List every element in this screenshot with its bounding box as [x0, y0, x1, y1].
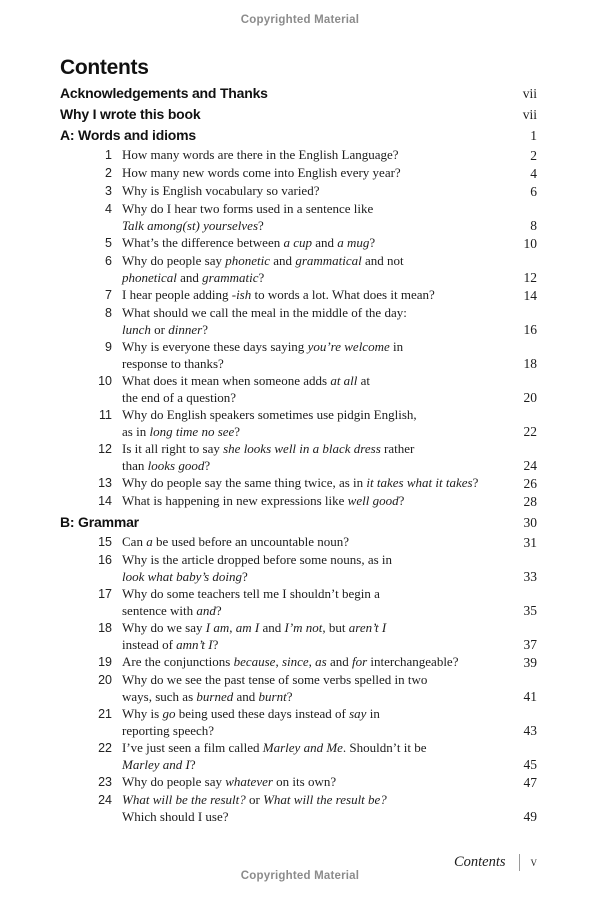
- entry-text-roman: Why do I hear two forms used in a sentence like: [122, 201, 374, 216]
- entry-text: [122, 474, 493, 492]
- entry-page-number: 6: [530, 184, 537, 199]
- entry-number: 13: [98, 476, 112, 490]
- entry-text-line: [122, 304, 493, 321]
- page-title: Contents: [60, 56, 149, 79]
- entry-text-italic: as: [315, 654, 327, 669]
- entry-text-line: [122, 688, 493, 705]
- toc-entry: [60, 182, 537, 200]
- entry-text-line: [122, 200, 493, 217]
- entry-text-italic: it takes what it takes: [366, 475, 473, 490]
- entry-text-italic: grammatical: [295, 253, 362, 268]
- entry-text-italic: since: [281, 654, 309, 669]
- entry-text: [122, 619, 493, 653]
- toc-page-content: [60, 56, 537, 825]
- entry-text-roman: What’s the difference between: [122, 235, 284, 250]
- toc-entry: [60, 671, 537, 705]
- entry-text-roman: ?: [215, 603, 222, 618]
- entry-number: 17: [98, 587, 112, 601]
- entry-text-roman: at: [357, 373, 371, 388]
- entry-page-number: 2: [530, 148, 537, 163]
- toc-section-heading: [60, 85, 537, 102]
- entry-text-line: [122, 269, 493, 286]
- entry-text-roman: in: [366, 706, 380, 721]
- toc-entry: [60, 474, 537, 492]
- entry-number: 2: [105, 166, 112, 180]
- entry-page-number: 22: [523, 424, 537, 439]
- entry-text-roman: be used before an uncountable noun?: [152, 534, 350, 549]
- entry-number: 24: [98, 793, 112, 807]
- entry-text-roman: , but: [322, 620, 349, 635]
- toc-section-heading: [60, 106, 537, 123]
- section-heading-label: Why I wrote this book: [60, 106, 201, 122]
- toc-entry: [60, 200, 537, 234]
- entry-text-italic: because: [233, 654, 276, 669]
- entry-text: [122, 200, 493, 234]
- entry-text: [122, 773, 493, 791]
- entry-text-line: [122, 551, 493, 568]
- entry-text-line: [122, 234, 493, 251]
- toc-entry: [60, 739, 537, 773]
- toc-entry: [60, 492, 537, 510]
- entry-text-roman: and: [176, 270, 203, 285]
- entry-text-roman: the end of a question?: [122, 390, 237, 405]
- entry-text-roman: ,: [308, 654, 316, 669]
- entry-text: [122, 440, 493, 474]
- entry-text: [122, 705, 493, 739]
- entry-text-italic: am I: [235, 620, 260, 635]
- entry-number: 11: [99, 408, 112, 422]
- footer-page-number: v: [530, 854, 537, 869]
- entry-number: 15: [98, 535, 112, 549]
- entry-text-roman: and: [270, 253, 296, 268]
- entry-number: 8: [105, 306, 112, 320]
- entry-text-line: [122, 321, 493, 338]
- section-heading-label: A: Words and idioms: [60, 127, 196, 143]
- entry-text-roman: Why is the article dropped before some nouns, as in: [122, 552, 393, 567]
- entry-page-number: 31: [523, 535, 537, 550]
- entry-page-number: 20: [523, 390, 537, 405]
- entry-text-italic: burnt: [258, 689, 287, 704]
- entry-text-roman: instead of: [122, 637, 177, 652]
- entry-text-line: [122, 355, 493, 372]
- entry-page-number: 49: [523, 809, 537, 824]
- entry-text-roman: Why is everyone these days saying: [122, 339, 308, 354]
- entry-text-roman: ?: [202, 322, 208, 337]
- entry-page-number: 33: [523, 569, 537, 584]
- entry-text-line: [122, 457, 493, 474]
- entry-text-roman: ,: [275, 654, 282, 669]
- entry-text-roman: ?: [472, 475, 479, 490]
- entry-text-roman: . Shouldn’t it be: [342, 740, 427, 755]
- toc-entry: [60, 533, 537, 551]
- entry-text-italic: say: [349, 706, 367, 721]
- entry-text: [122, 406, 493, 440]
- entry-text-italic: I am: [205, 620, 230, 635]
- entry-text-line: [122, 440, 493, 457]
- entry-text-italic: aren’t I: [348, 620, 387, 635]
- entry-text-line: [122, 217, 493, 234]
- entry-text-line: [122, 286, 493, 303]
- entry-text-roman: ?: [242, 569, 248, 584]
- entry-text-line: [122, 338, 493, 355]
- entry-text-italic: phonetic: [225, 253, 271, 268]
- entry-text-line: [122, 739, 493, 756]
- entry-page-number: 37: [523, 637, 537, 652]
- entry-text-roman: Why is: [122, 706, 163, 721]
- entry-text: [122, 671, 493, 705]
- entry-text: [122, 492, 493, 510]
- entry-text-roman: than: [122, 458, 148, 473]
- entry-text-line: [122, 602, 493, 619]
- entry-text-italic: whatever: [225, 774, 273, 789]
- entry-text-italic: amn’t I: [176, 637, 213, 652]
- copyright-banner-top: Copyrighted Material: [240, 14, 360, 26]
- entry-text-italic: looks good: [147, 458, 205, 473]
- entry-page-number: 35: [523, 603, 537, 618]
- entry-text-italic: What will the result be?: [263, 792, 387, 807]
- entry-text-roman: How many new words come into English every year?: [122, 165, 401, 180]
- entry-text-italic: I’m not: [284, 620, 323, 635]
- toc-entry: [60, 338, 537, 372]
- entry-text-roman: ?: [234, 424, 241, 439]
- entry-text-italic: What will be the result?: [122, 792, 246, 807]
- toc-entry: [60, 773, 537, 791]
- entry-text-roman: or: [150, 322, 169, 337]
- entry-text-roman: Why do we see the past tense of some verbs spelled in two: [122, 672, 428, 687]
- section-page-number: 1: [530, 128, 537, 143]
- entry-page-number: 43: [523, 723, 537, 738]
- toc-entry: [60, 164, 537, 182]
- entry-text: [122, 739, 493, 773]
- entry-text-roman: ?: [204, 458, 211, 473]
- entry-text: [122, 252, 493, 286]
- entry-text-line: [122, 533, 493, 550]
- entry-number: 14: [98, 494, 112, 508]
- entry-text-roman: How many words are there in the English Language?: [122, 147, 399, 162]
- entry-page-number: 16: [523, 322, 537, 337]
- entry-text-roman: ?: [258, 270, 265, 285]
- entry-text-roman: and: [233, 689, 259, 704]
- entry-text-roman: Is it all right to say: [122, 441, 224, 456]
- entry-text-roman: being used these days instead of: [175, 706, 350, 721]
- entry-number: 21: [98, 707, 112, 721]
- entry-text-line: [122, 372, 493, 389]
- entry-text-roman: and: [259, 620, 285, 635]
- toc-entry: [60, 372, 537, 406]
- entry-page-number: 47: [523, 775, 537, 790]
- section-heading-label: Acknowledgements and Thanks: [60, 85, 268, 101]
- entry-number: 1: [105, 148, 112, 162]
- entry-text-roman: Why do people say: [122, 253, 226, 268]
- entry-number: 5: [105, 236, 112, 250]
- entry-text-line: [122, 389, 493, 406]
- entry-text-italic: well good: [347, 493, 399, 508]
- entry-text-line: [122, 146, 493, 163]
- entry-text-italic: dinner: [168, 322, 203, 337]
- entry-text: [122, 304, 493, 338]
- entry-text-roman: What does it mean when someone adds: [122, 373, 331, 388]
- entry-text-italic: lunch: [122, 322, 151, 337]
- entry-text-italic: burned: [196, 689, 234, 704]
- entry-text-roman: reporting speech?: [122, 723, 215, 738]
- entry-text-line: [122, 252, 493, 269]
- entry-number: 20: [98, 673, 112, 687]
- entry-page-number: 8: [530, 218, 537, 233]
- entry-text-italic: Marley and I: [122, 757, 190, 772]
- entry-text-italic: look what baby’s doing: [122, 569, 243, 584]
- entry-text-roman: Why do some teachers tell me I shouldn’t begin a: [122, 586, 380, 601]
- toc-entry: [60, 304, 537, 338]
- entry-text-roman: in: [389, 339, 404, 354]
- entry-text: [122, 791, 493, 825]
- entry-text-italic: Marley and Me: [262, 740, 343, 755]
- toc-entry: [60, 585, 537, 619]
- entry-text-italic: long time no see: [149, 424, 235, 439]
- entry-text-roman: ?: [286, 689, 293, 704]
- entry-text-italic: a: [146, 534, 153, 549]
- entry-text-roman: response to thanks?: [122, 356, 224, 371]
- toc-section-heading: [60, 514, 537, 531]
- entry-number: 4: [105, 202, 112, 216]
- entry-text-line: [122, 585, 493, 602]
- entry-text-roman: Why do we say: [122, 620, 206, 635]
- section-page-number: vii: [522, 107, 537, 122]
- entry-page-number: 26: [523, 476, 537, 491]
- entry-text: [122, 146, 493, 164]
- entry-text-roman: sentence with: [122, 603, 197, 618]
- toc-entry: [60, 791, 537, 825]
- entry-page-number: 4: [530, 166, 537, 181]
- entry-text-italic: she looks well in a black dress: [223, 441, 381, 456]
- entry-number: 18: [98, 621, 112, 635]
- entry-number: 6: [105, 254, 112, 268]
- entry-text-line: [122, 808, 493, 825]
- entry-text-line: [122, 756, 493, 773]
- entry-text-line: [122, 423, 493, 440]
- entry-text: [122, 551, 493, 585]
- entry-text-roman: ?: [398, 493, 405, 508]
- toc-entry: [60, 252, 537, 286]
- entry-page-number: 10: [523, 236, 537, 251]
- entry-text: [122, 338, 493, 372]
- toc-entry: [60, 619, 537, 653]
- toc-entry: [60, 440, 537, 474]
- toc-section-heading: [60, 127, 537, 144]
- entry-text-italic: for: [352, 654, 368, 669]
- entry-text: [122, 164, 493, 182]
- section-page-number: vii: [522, 86, 537, 101]
- entry-text-italic: phonetical: [122, 270, 177, 285]
- entry-text-roman: Why do people say: [122, 774, 226, 789]
- entry-text-roman: Are the conjunctions: [122, 654, 234, 669]
- entry-text-roman: rather: [380, 441, 415, 456]
- entry-text-roman: I hear people adding: [122, 287, 232, 302]
- entry-text-italic: -ish: [231, 287, 252, 302]
- footer-section-label: Contents: [453, 853, 506, 870]
- entry-text-roman: What is happening in new expressions like: [122, 493, 348, 508]
- entry-text-italic: a cup: [283, 235, 312, 250]
- entry-text-roman: ?: [212, 637, 219, 652]
- entry-text: [122, 372, 493, 406]
- entry-text-line: [122, 182, 493, 199]
- entry-text-roman: ?: [189, 757, 196, 772]
- entry-text-roman: to words a lot. What does it mean?: [251, 287, 435, 302]
- entry-number: 10: [98, 374, 112, 388]
- entry-number: 3: [105, 184, 112, 198]
- entry-page-number: 12: [523, 270, 537, 285]
- entry-text: [122, 182, 493, 200]
- entry-text-roman: Why do English speakers sometimes use pidgin English,: [122, 407, 417, 422]
- toc-entry: [60, 234, 537, 252]
- entry-text-line: [122, 773, 493, 790]
- entry-text-roman: ways, such as: [122, 689, 197, 704]
- toc-entry: [60, 406, 537, 440]
- entry-text-italic: you’re welcome: [307, 339, 390, 354]
- entry-text-line: [122, 636, 493, 653]
- entry-page-number: 28: [523, 494, 537, 509]
- entry-text-italic: a mug: [337, 235, 370, 250]
- entry-text-line: [122, 705, 493, 722]
- entry-number: 16: [98, 553, 112, 567]
- toc-entry: [60, 286, 537, 304]
- entry-text: [122, 234, 493, 252]
- entry-page-number: 45: [523, 757, 537, 772]
- entry-number: 22: [98, 741, 112, 755]
- entry-number: 19: [98, 655, 112, 669]
- entry-text-line: [122, 164, 493, 181]
- entry-text: [122, 653, 493, 671]
- entry-text-roman: ?: [258, 218, 264, 233]
- entry-text-italic: and: [196, 603, 216, 618]
- entry-text-roman: and not: [361, 253, 404, 268]
- entry-text-roman: and: [312, 235, 338, 250]
- entry-text-roman: ,: [229, 620, 236, 635]
- entry-page-number: 14: [523, 288, 537, 303]
- entry-text-roman: and: [326, 654, 352, 669]
- toc-entry: [60, 653, 537, 671]
- entry-text-italic: at all: [330, 373, 358, 388]
- copyright-banner-bottom: Copyrighted Material: [240, 870, 360, 882]
- entry-text-line: [122, 492, 493, 509]
- entry-text-line: [122, 722, 493, 739]
- entry-number: 12: [98, 442, 112, 456]
- entry-text: [122, 286, 493, 304]
- page-footer: [454, 852, 537, 872]
- entry-text-roman: Which should I use?: [122, 809, 229, 824]
- entry-text-line: [122, 791, 493, 808]
- entry-text-roman: ?: [369, 235, 376, 250]
- entry-page-number: 41: [523, 689, 537, 704]
- entry-number: 7: [105, 288, 112, 302]
- entry-page-number: 18: [523, 356, 537, 371]
- footer-divider: [519, 854, 520, 871]
- entry-text-roman: I’ve just seen a film called: [122, 740, 263, 755]
- entry-text-italic: go: [162, 706, 176, 721]
- entry-text-roman: Why do people say the same thing twice, as in: [122, 475, 367, 490]
- toc-entry: [60, 146, 537, 164]
- entry-text-roman: as in: [122, 424, 150, 439]
- section-page-number: 30: [523, 515, 537, 530]
- entry-page-number: 39: [523, 655, 537, 670]
- entry-number: 9: [105, 340, 112, 354]
- entry-text: [122, 533, 493, 551]
- entry-text-roman: Can: [122, 534, 147, 549]
- entry-text-roman: Why is English vocabulary so varied?: [122, 183, 320, 198]
- entry-text-roman: or: [245, 792, 264, 807]
- entry-text-roman: on its own?: [272, 774, 337, 789]
- toc-entry: [60, 551, 537, 585]
- entry-text-line: [122, 653, 493, 670]
- entry-text: [122, 585, 493, 619]
- entry-text-italic: Talk among(st) yourselves: [122, 218, 259, 233]
- entry-text-line: [122, 406, 493, 423]
- section-heading-label: B: Grammar: [60, 514, 139, 530]
- entry-page-number: 24: [523, 458, 537, 473]
- entry-text-line: [122, 619, 493, 636]
- entry-text-roman: interchangeable?: [367, 654, 459, 669]
- entry-number: 23: [98, 775, 112, 789]
- entry-text-line: [122, 474, 493, 491]
- entry-text-roman: What should we call the meal in the middle of the day:: [122, 305, 407, 320]
- entry-text-line: [122, 671, 493, 688]
- toc-entry: [60, 705, 537, 739]
- toc-list: [60, 85, 537, 825]
- entry-text-italic: grammatic: [202, 270, 259, 285]
- entry-text-line: [122, 568, 493, 585]
